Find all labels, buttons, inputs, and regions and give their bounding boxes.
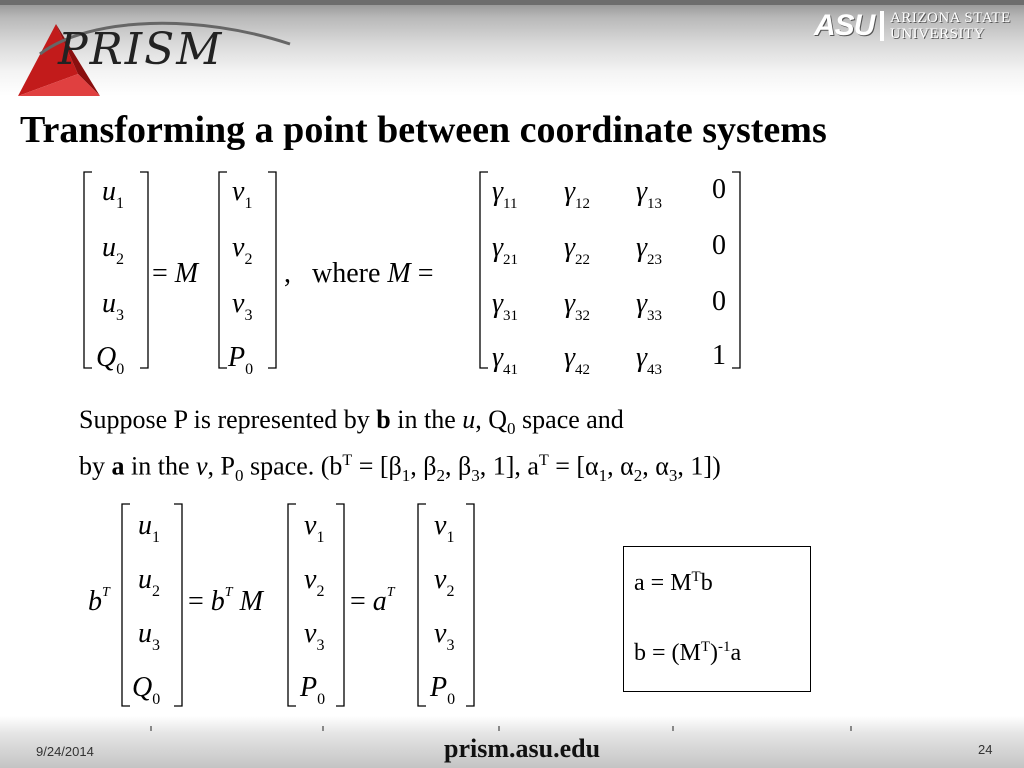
eq1-lhs-q0: $Q_0$ xyxy=(96,342,125,378)
eq1-rhs-v1: $v_1$ xyxy=(232,176,253,212)
eq2-rhs: = $a^T$ xyxy=(350,585,395,617)
svg-text:v3: $v_3$ xyxy=(304,618,325,654)
svg-text:1: 1 xyxy=(712,340,726,371)
eq1-comma: , xyxy=(284,258,291,289)
svg-text:P0: $P_0$ xyxy=(300,672,326,708)
prism-logo-text: PRISM xyxy=(58,24,224,75)
eq1-equals-m: = M xyxy=(152,258,199,289)
relation-line-1: $a = M^Tb$ xyxy=(634,569,713,596)
eq1-lhs-u1: $u_1$ xyxy=(102,176,124,212)
svg-text:γ11: $\gamma_{11}$ xyxy=(492,176,518,212)
equation-2 xyxy=(0,498,620,713)
svg-text:γ43: $\gamma_{43}$ xyxy=(636,342,663,378)
svg-text:γ41: $\gamma_{41}$ xyxy=(492,342,519,378)
paragraph-line-1: Suppose P is represented by b in the u, $Q_0$ space and xyxy=(79,405,624,439)
asu-logo xyxy=(814,9,1014,43)
svg-text:γ31: $\gamma_{31}$ xyxy=(492,288,519,324)
footer-date: 9/24/2014 xyxy=(36,744,94,759)
svg-text:γ21: $\gamma_{21}$ xyxy=(492,232,519,268)
svg-text:γ42: $\gamma_{42}$ xyxy=(564,342,591,378)
svg-text:γ12: $\gamma_{12}$ xyxy=(564,176,591,212)
relation-line-2: $b = (M^T)^{-1}a$ xyxy=(634,639,742,666)
svg-text:γ13: $\gamma_{13}$ xyxy=(636,176,663,212)
footer-url[interactable]: prism.asu.edu xyxy=(444,734,601,763)
svg-text:v1: $v_1$ xyxy=(434,510,455,546)
relation-box xyxy=(623,546,811,692)
eq1-lhs-u2: $u_2$ xyxy=(102,232,124,268)
svg-text:γ33: $\gamma_{33}$ xyxy=(636,288,663,324)
university-name-line1: ARIZONA STATE xyxy=(890,10,1011,26)
slide-title: Transforming a point between coordinate systems xyxy=(20,109,827,151)
svg-text:P0: $P_0$ xyxy=(430,672,456,708)
asu-mark: ASU xyxy=(814,9,875,42)
eq1-rhs-v3: $v_3$ xyxy=(232,288,253,324)
svg-text:γ32: $\gamma_{32}$ xyxy=(564,288,591,324)
svg-text:u1: $u_1$ xyxy=(138,510,160,546)
equation-1 xyxy=(0,160,1024,390)
svg-text:0: 0 xyxy=(712,230,726,261)
university-name-line2: UNIVERSITY xyxy=(890,26,985,42)
svg-text:γ23: $\gamma_{23}$ xyxy=(636,232,663,268)
svg-text:0: 0 xyxy=(712,286,726,317)
svg-text:v2: $v_2$ xyxy=(304,564,325,600)
page-number: 24 xyxy=(978,742,993,757)
eq2-bt: $b^T$ xyxy=(88,585,110,617)
paragraph-line-2: by a in the v, $P_0$ space. ($b^T = [\beta_1$, $\beta_2$, $\beta_3$, 1], $a^T = [\alpha_1$, $\alpha_2$, $\alpha_3$, 1]) xyxy=(79,451,721,485)
svg-text:u3: $u_3$ xyxy=(138,618,160,654)
eq1-rhs-p0: $P_0$ xyxy=(228,342,254,378)
eq1-where: where M = xyxy=(312,258,434,289)
svg-text:u2: $u_2$ xyxy=(138,564,160,600)
eq2-middle: = $b^T$ M xyxy=(188,585,263,617)
eq1-lhs-u3: $u_3$ xyxy=(102,288,124,324)
svg-text:v1: $v_1$ xyxy=(304,510,325,546)
svg-text:v3: $v_3$ xyxy=(434,618,455,654)
svg-text:v2: $v_2$ xyxy=(434,564,455,600)
svg-text:Q0: $Q_0$ xyxy=(132,672,161,708)
matrix-m xyxy=(492,174,726,378)
eq1-rhs-v2: $v_2$ xyxy=(232,232,253,268)
svg-text:γ22: $\gamma_{22}$ xyxy=(564,232,591,268)
svg-text:0: 0 xyxy=(712,174,726,205)
